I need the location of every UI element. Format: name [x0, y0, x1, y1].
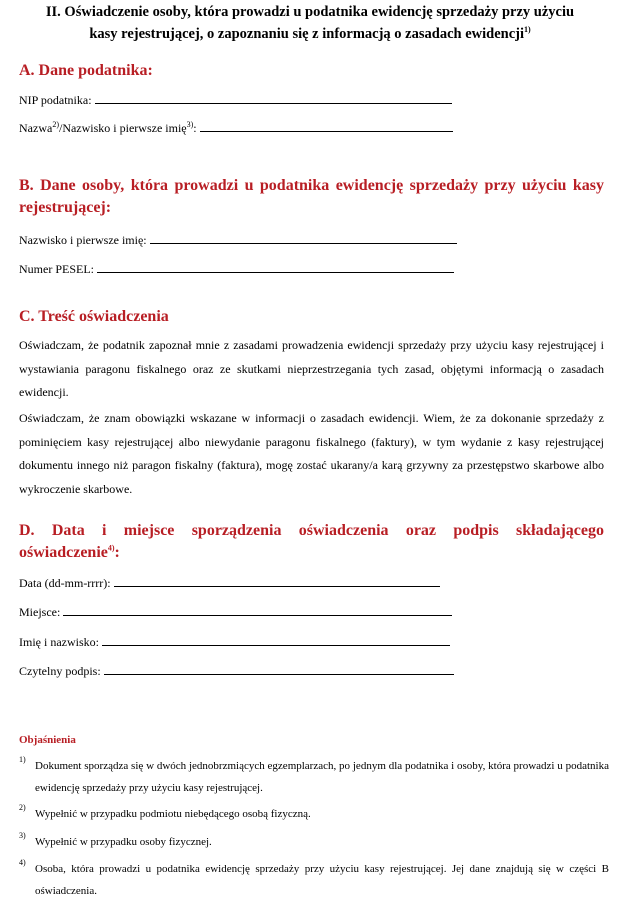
- footnote-3: [19, 831, 609, 853]
- document-title: [0, 1, 620, 45]
- nip-input-line[interactable]: [95, 93, 452, 104]
- fullname-input-line[interactable]: [102, 635, 450, 646]
- nip-label: NIP podatnika:: [19, 93, 92, 107]
- pesel-field[interactable]: [19, 262, 454, 276]
- statement-paragraph-2: Oświadczam, że znam obowiązki wskazane w informacji o zasadach ewidencji. Wiem, że za dokonanie sprzedaży z pominięciem kasy rejestrującej albo niewydanie paragonu fiskalnego (faktury), w tym wydanie z kasy rejestrującej dokumentu innego niż paragon fiskalny (faktura), mogę zostać ukarany/a karą grzywny za przestępstwo skarbowe albo wykroczenie skarbowe.: [19, 411, 604, 496]
- taxpayer-name-field[interactable]: [19, 121, 453, 135]
- date-field[interactable]: [19, 576, 440, 590]
- footnote-1: [19, 755, 609, 799]
- fullname-label: Imię i nazwisko:: [19, 635, 99, 649]
- fullname-field[interactable]: [19, 635, 450, 649]
- date-input-line[interactable]: [114, 576, 440, 587]
- place-input-line[interactable]: [63, 605, 452, 616]
- person-surname-label: Nazwisko i pierwsze imię:: [19, 233, 147, 247]
- person-surname-input-line[interactable]: [150, 233, 457, 244]
- place-field[interactable]: [19, 605, 452, 619]
- footnote-1-number: 1): [19, 755, 26, 764]
- section-a-heading: A. Dane podatnika:: [19, 62, 153, 79]
- footnote-3-text: Wypełnić w przypadku osoby fizycznej.: [35, 836, 212, 848]
- section-d-heading: [19, 520, 604, 564]
- pesel-input-line[interactable]: [97, 262, 454, 273]
- footnote-4: [19, 858, 609, 902]
- footnote-3-number: 3): [19, 831, 26, 840]
- nip-field[interactable]: [19, 93, 452, 107]
- section-c-heading: C. Treść oświadczenia: [19, 308, 169, 325]
- signature-input-line[interactable]: [104, 664, 454, 675]
- signature-field[interactable]: [19, 664, 454, 678]
- footnote-4-number: 4): [19, 858, 26, 867]
- section-b-heading: B. Dane osoby, która prowadzi u podatnika ewidencję sprzedaży przy użyciu kasy rejestrującej:: [19, 177, 604, 216]
- place-label: Miejsce:: [19, 605, 61, 619]
- section-d-heading-line-1: D. Data i miejsce sporządzenia oświadczenia oraz podpis składającego: [19, 522, 604, 539]
- footnote-2-number: 2): [19, 803, 26, 812]
- explanations-title: Objaśnienia: [19, 734, 76, 746]
- taxpayer-name-label: Nazwa$^{2)}$/Nazwisko i pierwsze imię$^{3)}$:: [19, 120, 197, 135]
- date-label: Data (dd-mm-rrrr):: [19, 576, 111, 590]
- statement-paragraph-1: Oświadczam, że podatnik zapoznał mnie z zasadami prowadzenia ewidencji sprzedaży przy użyciu kasy rejestrującej i wystawiania paragonu fiskalnego oraz ze skutkami nieprzestrzegania tych zasad, objętymi informacją o zasadach ewidencji.: [19, 338, 604, 399]
- pesel-label: Numer PESEL:: [19, 262, 94, 276]
- title-line-2: kasy rejestrującej, o zapoznaniu się z informacją o zasadach ewidencji$^{1)}$: [89, 25, 531, 42]
- taxpayer-name-input-line[interactable]: [200, 121, 453, 132]
- footnote-2: [19, 803, 609, 825]
- footnote-2-text: Wypełnić w przypadku podmiotu niebędącego osobą fizyczną.: [35, 808, 311, 820]
- title-line-1: II. Oświadczenie osoby, która prowadzi u podatnika ewidencję sprzedaży przy użyciu: [45, 4, 575, 20]
- signature-label: Czytelny podpis:: [19, 664, 101, 678]
- section-d-heading-line-2: oświadczenie$^{4)}$:: [19, 543, 120, 561]
- footnote-4-text: Osoba, która prowadzi u podatnika ewidencję sprzedaży przy użyciu kasy rejestrującej. Jej dane znajdują się w części B oświadczenia.: [35, 863, 609, 897]
- title-footnote-ref: 1): [524, 25, 531, 35]
- person-surname-field[interactable]: [19, 233, 457, 247]
- footnote-1-text: Dokument sporządza się w dwóch jednobrzmiących egzemplarzach, po jednym dla podatnika i osoby, która prowadzi u podatnika ewidencję sprzedaży przy użyciu kasy rejestrującej.: [35, 760, 609, 794]
